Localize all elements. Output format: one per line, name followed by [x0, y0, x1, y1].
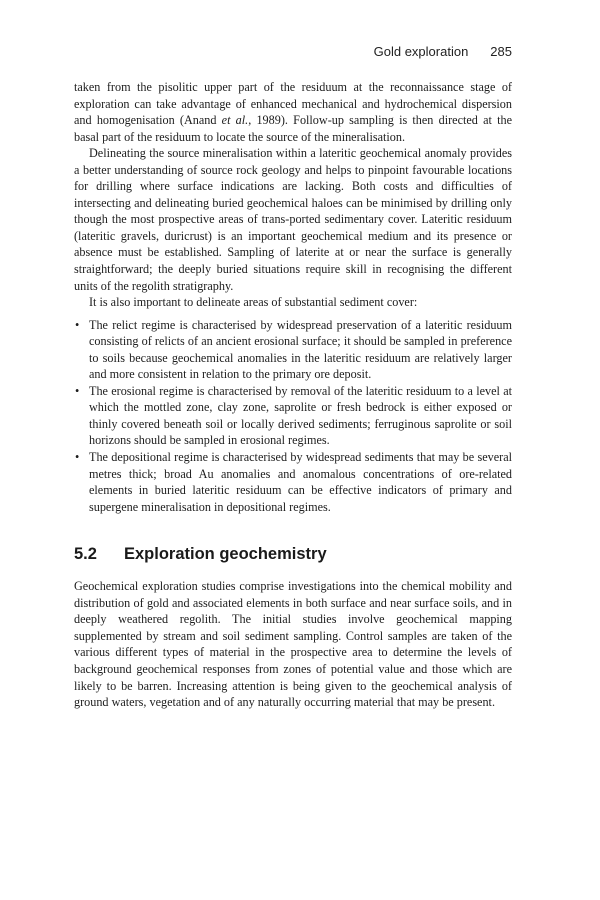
section-number: 5.2: [74, 545, 97, 564]
section-heading: [74, 544, 512, 564]
bullet-item-depositional: [74, 449, 512, 515]
paragraph-2: Delineating the source mineralisation within a lateritic geochemical anomaly provides a better understanding of source rock geology and helps to pinpoint favourable locations for drilling where surface indications are lacking. Both costs and difficulties of intersecting and delineating buried geochemical haloes can be minimised by drilling only though the most prospective areas of trans-ported sedimentary cover. Lateritic residuum (lateritic gravels, duricrust) is an important geochemical medium and its presence or absence must be established. Sampling of laterite at or near the surface is generally straightforward; the deeply buried situations require skill in recognising the different units of the regolith stratigraphy.: [74, 146, 512, 293]
paragraph-3: It is also important to delineate areas of substantial sediment cover:: [89, 295, 418, 310]
bullet-text: The erosional regime is characterised by removal of the lateritic residuum to a level at which the mottled zone, clay zone, saprolite or fresh bedrock is either exposed or thinly covered beneath soil or locally derived sediments; ferruginous saprolite or soil horizons should be sampled in erosional regimes.: [89, 383, 512, 448]
paragraph-1: [74, 79, 512, 145]
page-number: 285: [490, 44, 512, 59]
bullet-item-erosional: [74, 383, 512, 449]
running-head-title: Gold exploration: [373, 44, 469, 59]
body-text: [74, 79, 512, 711]
bullet-icon: •: [75, 450, 80, 465]
bullet-item-relict: [74, 317, 512, 383]
bullet-icon: •: [75, 317, 80, 332]
regime-bullet-list: [74, 317, 512, 516]
bullet-text: The relict regime is characterised by widespread preservation of a lateritic residuum consisting of relicts of an ancient erosional surface; it should be sampled in preference to soils because geochemical anomalies in the lateritic residuum are relatively larger and more consistent in relation to the primary ore deposit.: [89, 317, 512, 382]
paragraph-1-text-end: , 1989). Follow-up sampling is then directed at the basal part of the residuum to locate the source of the mineralisation.: [74, 113, 512, 144]
bullet-icon: •: [75, 383, 80, 398]
running-head: [374, 44, 512, 59]
section-title: Exploration geochemistry: [124, 545, 327, 564]
paragraph-1-citation-italic: et al.: [221, 113, 249, 128]
paragraph-4: Geochemical exploration studies comprise investigations into the chemical mobility and distribution of gold and associated elements in both surface and near surface soils, and in deeply weathered regolith. The initial studies involve geochemical mapping supplemented by stream and soil sediment sampling. Control samples are taken of the various different types of material in the prospective area to determine the levels of background geochemical responses from zones of potential value and those which are likely to be barren. Increasing attention is being given to the geochemical analysis of ground waters, vegetation and of any naturally occurring material that may be present.: [74, 579, 512, 710]
paragraph-1-text: taken from the pisolitic upper part of the residuum at the reconnaissance stage of exploration can take advantage of enhanced mechanical and hydrochemical dispersion and homogenisation (Anand: [74, 80, 512, 128]
bullet-text: The depositional regime is characterised by widespread sediments that may be several metres thick; broad Au anomalies and anomalous concentrations of ore-related elements in buried lateritic residuum can be effective indicators of primary and supergene mineralisation in depositional regimes.: [89, 450, 512, 514]
